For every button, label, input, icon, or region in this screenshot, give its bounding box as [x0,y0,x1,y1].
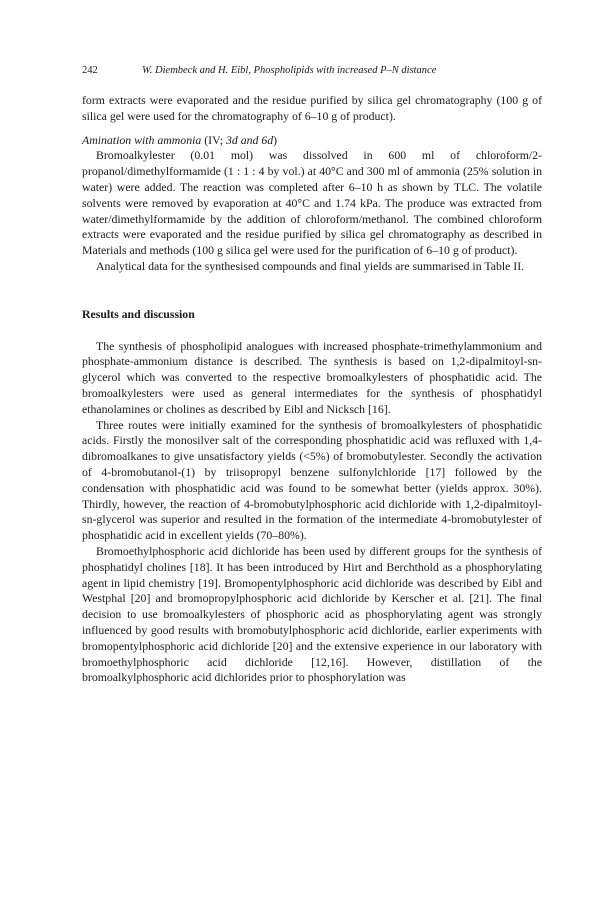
paragraph-amination-procedure: Bromoalkylester (0.01 mol) was dissolved in 600 ml of chloroform/2-propanol/dimethylformamide (1 : 1 : 4 by vol.) at 40°C and 300 ml of ammonia (25% solution in water) were added. The reaction was completed after 6–10 h as shown by TLC. The volatile solvents were removed by evaporation at 40°C and 1.74 kPa. The produce was extracted from water/dimethylformamide by the addition of chloroform/methanol. The combined chloroform extracts were evaporated and the residue purified by silica gel chromatography as described in Materials and methods (100 g silica gel were used for the purification of 6–10 g of product). [82,148,542,258]
running-head [82,64,542,78]
section-heading-results: Results and discussion [82,306,195,321]
body-text [82,93,542,686]
paragraph-chromatography-continuation: form extracts were evaporated and the residue purified by silica gel chromatography (100 g of silica gel were used for the chromatography of 6–10 g of product). [82,93,542,123]
subheading-amination-close: ) [273,132,278,147]
paragraph-three-routes: Three routes were initially examined for the synthesis of bromoalkylesters of phosphatidic acids. Firstly the monosilver salt of the corresponding phosphatidic acid was refluxed with 1,4-dibromoalkanes to give unsatisfactory yields (<5%) of bromobutylester. Secondly the activation of 4-bromobutanol-(1) by triisopropyl benzene sulfonylchloride [17] followed by the condensation with phosphatidic acid was found to be somewhat better (yields approx. 30%). Thirdly, however, the reaction of 4-bromobutylphosphoric acid dichloride with 1,2-dipalmitoyl-sn-glycerol was superior and resulted in the formation of the intermediate 4-bromobutylester of phosphatidic acid in excellent yields (70–80%). [82,417,542,543]
subheading-amination-compounds: 3d and 6d [225,132,274,147]
subheading-amination-ref: (IV; [204,132,226,147]
paragraph-analytical-data: Analytical data for the synthesised compounds and final yields are summarised in Table II. [96,258,525,273]
paragraph-bromoethyl-dichloride: Bromoethylphosphoric acid dichloride has been used by different groups for the synthesis of phosphatidyl cholines [18]. It has been introduced by Hirt and Berchthold as a phosphorylating agent in lipid chemistry [19]. Bromopentylphosphoric acid dichloride was described by Eibl and Westphal [20] and bromopropylphosphoric acid dichloride by Kerscher et al. [21]. The final decision to use bromoalkylesters of phosphoric acid as phosphorylating agent was strongly influenced by good results with bromobutylphosphoric acid dichloride, earlier experiments with bromopentylphosphoric acid dichloride [20] and the extensive experience in our laboratory with bromoethylphosphoric acid dichloride [12,16]. However, distillation of the bromoalkylphosphoric acid dichlorides prior to phosphorylation was [82,543,542,685]
page-number: 242 [82,65,98,76]
paragraph-synthesis-overview: The synthesis of phospholipid analogues with increased phosphate-trimethylammonium and phosphate-ammonium distance is described. The synthesis is based on 1,2-dipalmitoyl-sn-glycerol which was converted to the respective bromoalkylesters of phosphatidic acid. The bromoalkylesters were used as general intermediates for the synthesis of phosphatidyl ethanolamines or cholines as described by Eibl and Nicksch [16]. [82,338,542,416]
running-head-title: W. Diembeck and H. Eibl, Phospholipids with increased P–N distance [142,65,437,76]
subheading-amination-title: Amination with ammonia [82,132,202,147]
subheading-amination [82,133,542,149]
